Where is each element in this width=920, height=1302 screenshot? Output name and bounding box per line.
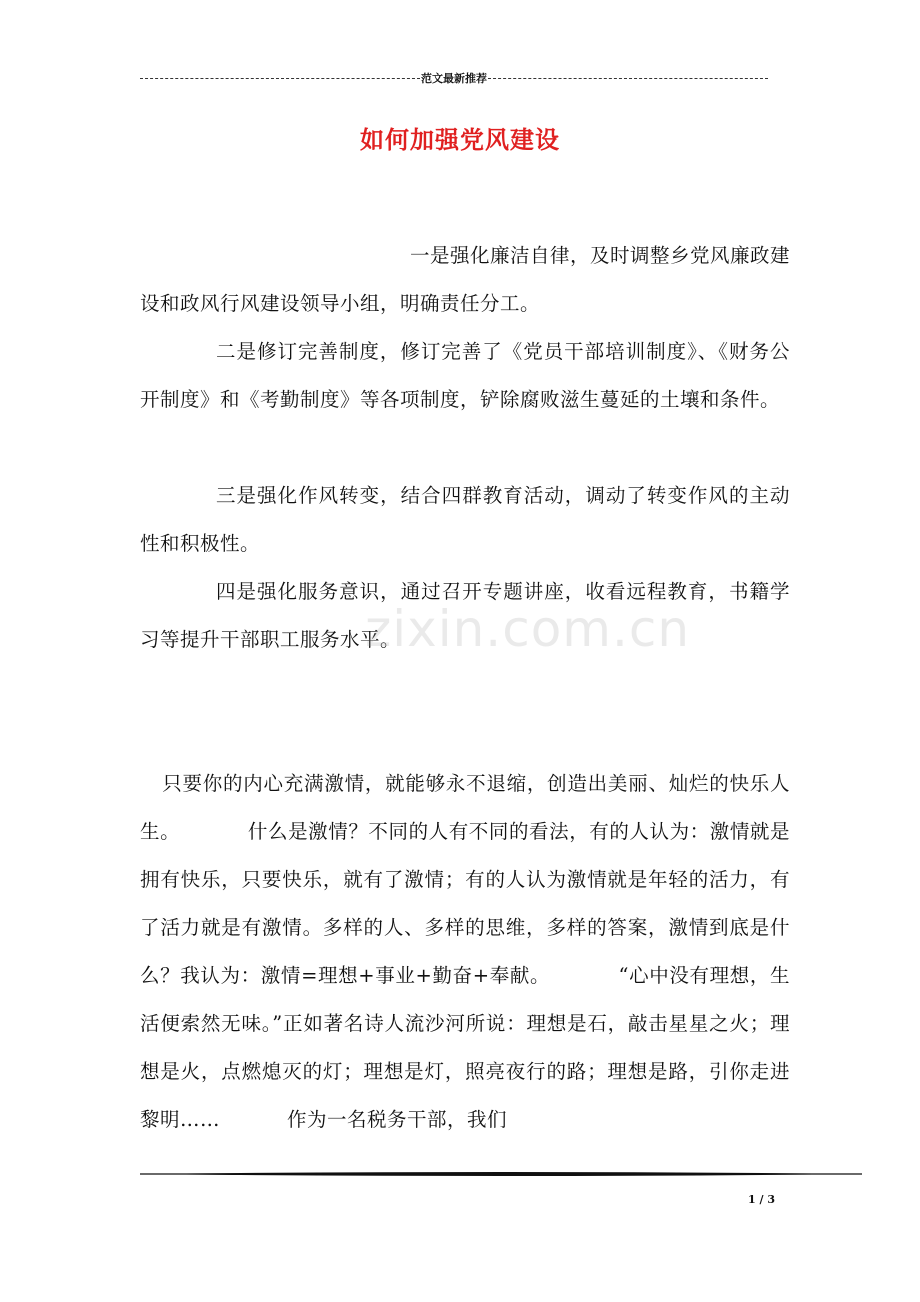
document-title: 如何加强党风建设 bbox=[360, 125, 560, 154]
header-dash-right bbox=[488, 78, 768, 79]
paragraph-5-text: 只要你的内心充满激情，就能够永不退缩，创造出美丽、灿烂的快乐人生。 什么是激情？不同的人有不同的看法，有的人认为：激情就是拥有快乐，只要快乐，就有了激情；有的人认为激情就是年轻的活力，有了活力就是有激情。多样的人、多样的思维，多样的答案，激情到底是什么？我认为：激情=理想+事业+勤奋+奉献。 “心中没有理想，生活便索然无味。”正如著名诗人流沙河所说：理想是石，敲击星星之火；理想是火，点燃熄灭的灯；理想是灯，照亮夜行的路；理想是路，引你走进黎明…… 作为一名税务干部，我们 bbox=[140, 772, 790, 1131]
paragraph-3: 三是强化作风转变，结合四群教育活动，调动了转变作风的主动性和积极性。 bbox=[140, 484, 790, 555]
paragraph-4: 四是强化服务意识，通过召开专题讲座，收看远程教育，书籍学习等提升干部职工服务水平。 bbox=[140, 580, 790, 651]
header-dash-left bbox=[140, 78, 420, 79]
header-label: 范文最新推荐 bbox=[421, 72, 487, 85]
watermark: zixin.com.cn bbox=[365, 600, 691, 658]
footer-rule bbox=[140, 1170, 862, 1178]
paragraph-1 bbox=[140, 232, 790, 328]
paragraph-2: 二是修订完善制度，修订完善了《党员干部培训制度》、《财务公开制度》和《考勤制度》等各项制度，铲除腐败滋生蔓延的土壤和条件。 bbox=[140, 340, 790, 411]
paragraph-5 bbox=[140, 760, 790, 1144]
page-number: 1 / 3 bbox=[748, 1193, 775, 1206]
header-rule bbox=[140, 68, 768, 88]
paragraph-1-text: 一是强化廉洁自律，及时调整乡党风廉政建设和政风行风建设领导小组，明确责任分工。 bbox=[140, 244, 791, 315]
